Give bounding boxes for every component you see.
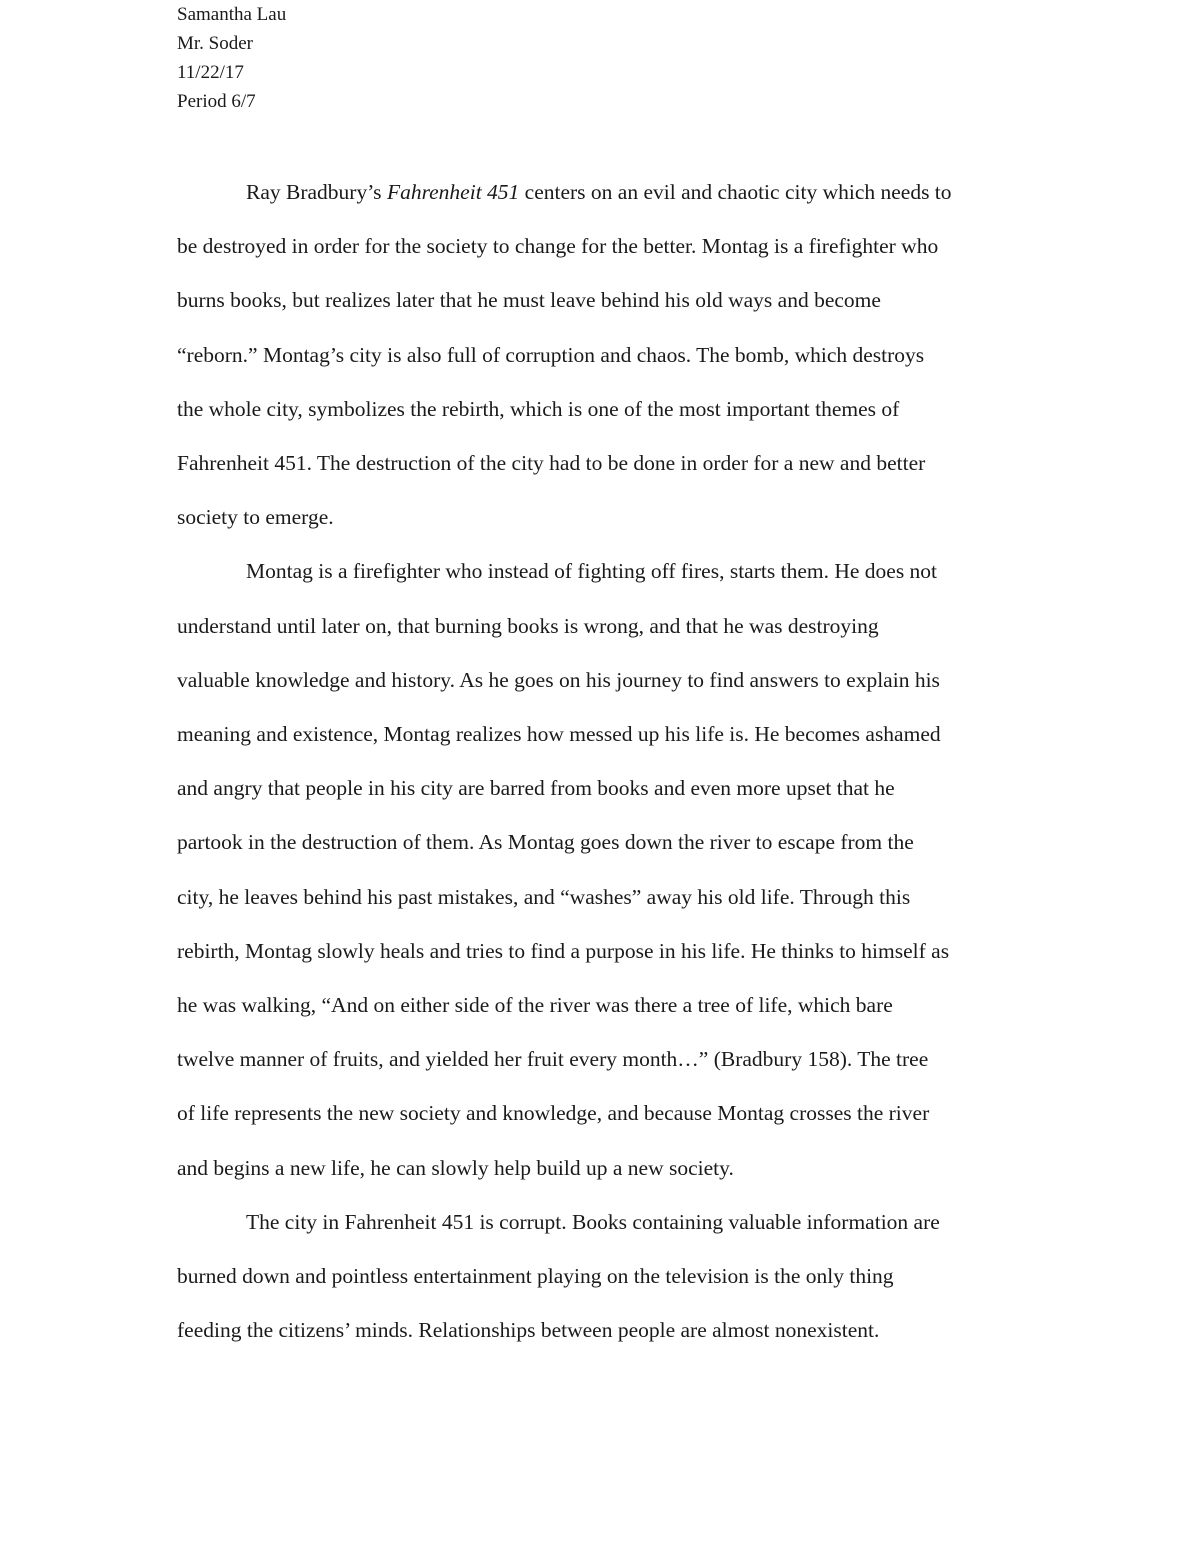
paragraph-line: The city in Fahrenheit 451 is corrupt. Books containing valuable information are (246, 1209, 940, 1234)
paragraph-line: of life represents the new society and knowledge, and because Montag crosses the river (177, 1101, 930, 1126)
paragraph-2 (177, 544, 1027, 1194)
paragraph-line: feeding the citizens’ minds. Relationships between people are almost nonexistent. (177, 1318, 880, 1343)
essay-body (177, 165, 1027, 1357)
class-period: Period 6/7 (177, 91, 256, 112)
paragraph-line: city, he leaves behind his past mistakes, and “washes” away his old life. Through this (177, 884, 911, 909)
line-text: Ray Bradbury’s (246, 180, 387, 204)
paragraph-line: twelve manner of fruits, and yielded her fruit every month…” (Bradbury 158). The tree (177, 1047, 929, 1072)
paragraph-line: “reborn.” Montag’s city is also full of corruption and chaos. The bomb, which destroys (177, 342, 925, 367)
paragraph-line: valuable knowledge and history. As he goes on his journey to find answers to explain his (177, 667, 940, 692)
paragraph-line: be destroyed in order for the society to change for the better. Montag is a firefighter who (177, 234, 939, 259)
paragraph-line: rebirth, Montag slowly heals and tries to find a purpose in his life. He thinks to himself as (177, 938, 950, 963)
student-name: Samantha Lau (177, 4, 287, 25)
paragraph-line: Montag is a firefighter who instead of fighting off fires, starts them. He does not (246, 559, 938, 584)
essay-date: 11/22/17 (177, 62, 244, 83)
paragraph-line: and angry that people in his city are barred from books and even more upset that he (177, 776, 895, 801)
paragraph-line: burned down and pointless entertainment playing on the television is the only thing (177, 1264, 894, 1289)
paragraph-3 (177, 1195, 1027, 1358)
paragraph-line: understand until later on, that burning books is wrong, and that he was destroying (177, 613, 879, 638)
paragraph-line: the whole city, symbolizes the rebirth, which is one of the most important themes of (177, 396, 900, 421)
paragraph-line: he was walking, “And on either side of the river was there a tree of life, which bare (177, 993, 893, 1018)
teacher-name: Mr. Soder (177, 33, 253, 54)
paragraph-line: Fahrenheit 451. The destruction of the city had to be done in order for a new and better (177, 451, 926, 476)
paragraph-line (177, 165, 1027, 219)
paragraph-line: meaning and existence, Montag realizes how messed up his life is. He becomes ashamed (177, 722, 941, 747)
paragraph-line: and begins a new life, he can slowly help build up a new society. (177, 1155, 734, 1180)
paragraph-1 (177, 165, 1027, 544)
essay-header (177, 0, 286, 116)
paragraph-line: society to emerge. (177, 505, 334, 530)
line-text: centers on an evil and chaotic city which needs to (519, 180, 952, 204)
book-title: Fahrenheit 451 (386, 180, 520, 204)
paragraph-line: partook in the destruction of them. As Montag goes down the river to escape from the (177, 830, 914, 855)
paragraph-line: burns books, but realizes later that he must leave behind his old ways and become (177, 288, 881, 313)
